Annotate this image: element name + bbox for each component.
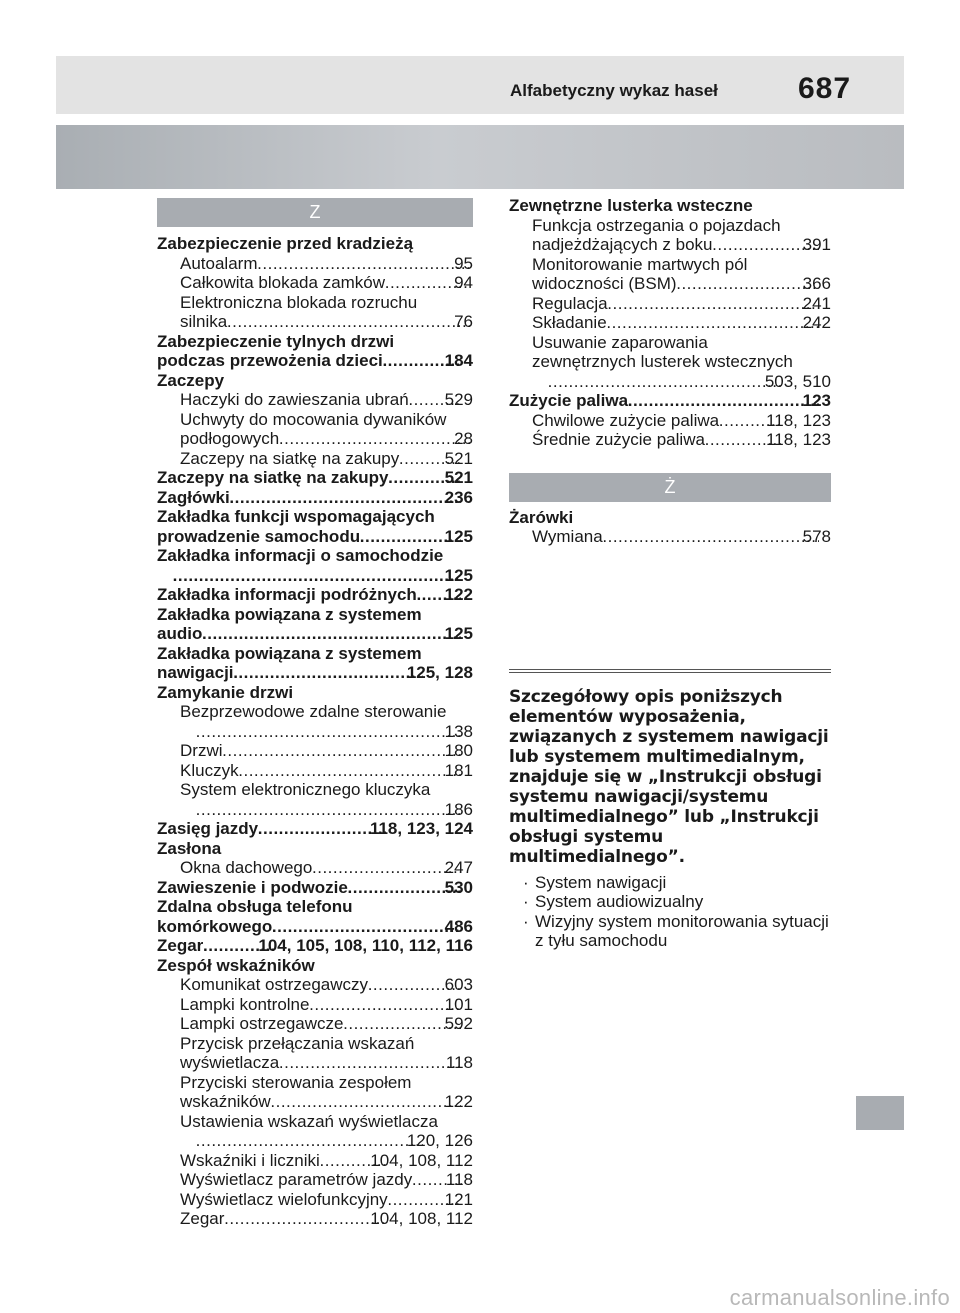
index-entry-page: 125 — [444, 565, 473, 585]
index-entry — [157, 1209, 473, 1229]
dot-leader — [257, 254, 470, 274]
index-entry — [157, 1190, 473, 1210]
index-entry — [509, 411, 831, 431]
index-entry-term: Zakładka powiązana z systemem — [157, 643, 422, 663]
index-entry-term: Komunikat ostrzegawczy — [180, 975, 369, 994]
index-entry-term: Wskaźniki i liczniki — [180, 1150, 320, 1170]
dot-leader — [258, 819, 386, 839]
watermark-text: carmanualsonline.info — [729, 1285, 950, 1310]
index-entry-term: Zewnętrzne lusterka wsteczne — [509, 196, 753, 215]
dot-leader — [224, 1209, 386, 1229]
index-entry — [157, 1073, 473, 1112]
index-entry — [509, 255, 831, 294]
index-entry-page: 125, 128 — [406, 663, 473, 682]
dot-leader — [173, 566, 461, 586]
index-entry — [157, 605, 473, 644]
index-entry — [509, 216, 831, 255]
index-entry-term: Przycisk przełączania wskazań — [180, 1033, 415, 1053]
index-entry-page: 94 — [454, 273, 473, 292]
note-bullet-item — [523, 873, 831, 893]
index-entry — [509, 196, 831, 216]
index-entry — [509, 391, 831, 411]
index-entry-page: 236 — [444, 487, 473, 507]
dot-leader — [230, 488, 461, 508]
index-entry-term: Zakładka powiązana z systemem — [157, 604, 422, 624]
dot-leader — [223, 741, 461, 761]
index-entry-term: widoczności (BSM) — [532, 274, 677, 293]
index-entry-page: 118 — [445, 1170, 473, 1189]
index-list-right — [509, 196, 831, 450]
index-entry — [157, 585, 473, 605]
index-entry-term: Zegar — [180, 1209, 225, 1228]
index-entry-page: 241 — [802, 293, 831, 313]
index-entry-page: 101 — [444, 994, 473, 1014]
index-entry-page: 118 — [445, 1053, 473, 1072]
index-entry-term: Przyciski sterowania zespołem — [180, 1072, 412, 1092]
index-entry — [157, 1112, 473, 1151]
index-entry-term: Regulacja — [532, 293, 608, 313]
dot-leader — [343, 1014, 460, 1034]
index-entry — [157, 371, 473, 391]
index-entry — [509, 333, 831, 392]
index-entry — [509, 527, 831, 547]
dot-leader — [279, 1053, 462, 1073]
index-entry-page: 366 — [802, 274, 831, 293]
index-entry — [157, 897, 473, 936]
index-entry — [157, 780, 473, 819]
index-entry-page: 104, 108, 112 — [370, 1209, 473, 1228]
index-entry-term: Zawieszenie i podwozie — [157, 877, 348, 897]
index-entry-term: Wyświetlacz wielofunkcyjny — [180, 1189, 388, 1209]
index-entry-term: Zespół wskaźników — [157, 955, 315, 975]
bullet-dot: · — [523, 892, 529, 911]
index-entry-page: 121 — [444, 1189, 473, 1209]
index-entry-page: 186 — [444, 799, 473, 819]
index-entry-term: Zabezpieczenie przed kradzieżą — [157, 234, 414, 253]
index-entry-term: silnika — [180, 312, 228, 331]
note-bullet-text: Wizyjny system monitorowania sytuacji z tyłu samochodu — [535, 911, 829, 950]
index-entry — [157, 488, 473, 508]
index-entry-page: 503, 510 — [764, 371, 831, 391]
index-entry-page: 242 — [802, 313, 831, 332]
index-entry-term: Wymiana — [532, 527, 603, 546]
index-entry-term: Kluczyk — [180, 760, 239, 780]
section-header-z: Z — [157, 198, 473, 227]
index-entry-term: Zamykanie drzwi — [157, 682, 294, 702]
index-entry-page: 521 — [444, 468, 473, 487]
header-band — [56, 56, 904, 114]
page-number: 687 — [798, 72, 852, 105]
index-entry-term: podłogowych — [180, 429, 280, 448]
dot-leader — [239, 761, 461, 781]
index-entry-term: Zakładka informacji o samochodzie — [157, 546, 444, 565]
index-entry-page: 180 — [444, 741, 473, 760]
index-entry-term: Zużycie paliwa — [509, 391, 629, 410]
index-entry — [509, 430, 831, 450]
index-entry — [157, 702, 473, 741]
index-entry-term: Zasłona — [157, 838, 222, 858]
note-bullet-list — [509, 873, 831, 951]
index-entry — [157, 858, 473, 878]
index-entry-page: 184 — [444, 351, 473, 370]
index-entry — [157, 273, 473, 293]
index-entry — [509, 294, 831, 314]
index-entry-term: Zdalna obsługa telefonu — [157, 897, 353, 916]
dot-leader — [608, 294, 819, 314]
index-entry — [157, 1151, 473, 1171]
dot-leader — [271, 1092, 461, 1112]
index-entry-page: 603 — [444, 975, 473, 994]
index-entry-page: 28 — [454, 429, 473, 448]
index-entry-term: Lampki ostrzegawcze — [180, 1014, 344, 1033]
index-entry-term: Haczyki do zawieszania ubrań — [180, 390, 409, 409]
chapter-tab — [856, 1096, 904, 1130]
note-bullet-item — [523, 912, 831, 951]
index-entry-term: Autoalarm — [180, 253, 258, 273]
index-list-left — [157, 234, 473, 1229]
index-entry — [157, 507, 473, 546]
divider-rule — [509, 669, 831, 673]
index-entry-term: Lampki kontrolne — [180, 994, 310, 1014]
index-entry-page: 181 — [444, 760, 473, 780]
index-entry-term: podczas przewożenia dzieci — [157, 351, 383, 370]
dot-leader — [279, 429, 470, 449]
index-entry-term: zewnętrznych lusterek wstecznych — [532, 352, 793, 371]
index-entry — [157, 234, 473, 254]
index-entry — [157, 839, 473, 859]
index-entry-term: Składanie — [532, 313, 607, 332]
index-entry-term: Drzwi — [180, 741, 223, 760]
bullet-dot: · — [523, 872, 529, 892]
index-entry — [157, 956, 473, 976]
index-entry-term: nawigacji — [157, 663, 234, 682]
index-entry-page: 529 — [444, 390, 473, 409]
index-entry-term: komórkowego — [157, 916, 273, 936]
index-entry-term: Średnie zużycie paliwa — [532, 430, 705, 449]
index-entry-term: Wyświetlacz parametrów jazdy — [180, 1170, 413, 1189]
index-entry-term: Usuwanie zaparowania — [532, 332, 708, 352]
dot-leader — [348, 878, 461, 898]
index-entry-term: System elektronicznego kluczyka — [180, 780, 431, 799]
index-entry — [157, 683, 473, 703]
index-entry — [157, 995, 473, 1015]
index-entry-term: Bezprzewodowe zdalne sterowanie — [180, 702, 447, 721]
index-entry-page: 118, 123, 124 — [369, 819, 473, 838]
dot-leader — [196, 1131, 423, 1151]
index-entry-page: 122 — [444, 1092, 473, 1111]
index-entry-term: prowadzenie samochodu — [157, 526, 361, 546]
dot-leader — [234, 663, 423, 683]
dot-leader — [309, 995, 460, 1015]
index-entry — [157, 332, 473, 371]
running-header-title: Alfabetyczny wykaz haseł — [510, 81, 718, 100]
index-entry-term: Chwilowe zużycie paliwa — [532, 410, 720, 430]
index-entry-page: 530 — [444, 877, 473, 897]
dot-leader — [548, 372, 781, 392]
index-entry — [157, 975, 473, 995]
dot-leader — [312, 858, 460, 878]
index-entry — [157, 819, 473, 839]
note-bullet-text: System nawigacji — [535, 872, 667, 892]
index-entry — [157, 390, 473, 410]
index-entry-term: Zaczepy — [157, 370, 225, 390]
index-entry-page: 125 — [444, 624, 473, 643]
index-entry-term: Żarówki — [509, 507, 574, 527]
index-entry-page: 95 — [454, 253, 473, 273]
index-entry-term: Zagłówki — [157, 487, 230, 507]
right-column — [509, 196, 831, 951]
index-entry-term: Elektroniczna blokada rozruchu — [180, 292, 418, 312]
index-entry — [157, 449, 473, 469]
index-entry-page: 122 — [444, 585, 473, 604]
index-entry — [157, 878, 473, 898]
index-entry-page: 118, 123 — [766, 410, 831, 430]
index-entry-page: 104, 105, 108, 110, 112, 116 — [258, 936, 473, 955]
index-entry-term: Okna dachowego — [180, 858, 313, 877]
bullet-dot: · — [523, 911, 529, 931]
index-entry — [157, 761, 473, 781]
index-entry — [157, 644, 473, 683]
index-entry-page: 118, 123 — [766, 430, 831, 449]
index-entry — [157, 1014, 473, 1034]
index-entry-term: Zasięg jazdy — [157, 819, 259, 838]
index-entry-page: 138 — [444, 721, 473, 741]
index-entry — [157, 546, 473, 585]
index-entry — [157, 410, 473, 449]
section-header-z-dot: Ż — [509, 473, 831, 502]
index-entry-term: wskaźników — [180, 1092, 271, 1111]
index-entry-term: Zakładka informacji podróżnych — [157, 585, 417, 604]
index-entry-page: 125 — [444, 526, 473, 546]
index-entry-term: wyświetlacza — [180, 1053, 280, 1072]
dot-leader — [202, 624, 460, 644]
dot-leader — [272, 917, 460, 937]
index-entry-term: Ustawienia wskazań wyświetlacza — [180, 1111, 438, 1131]
note-bullet-text: System audiowizualny — [535, 892, 704, 911]
index-entry-page: 120, 126 — [406, 1131, 473, 1150]
index-entry-term: audio — [157, 624, 203, 643]
index-list-right-2 — [509, 508, 831, 547]
index-entry-page: 123 — [802, 391, 831, 410]
index-entry-term: Funkcja ostrzegania o pojazdach — [532, 215, 781, 235]
dot-leader — [603, 527, 819, 547]
index-entry-term: Monitorowanie martwych pól — [532, 254, 748, 274]
index-entry-term: nadjeżdżających z boku — [532, 235, 713, 254]
dot-leader — [196, 722, 461, 742]
index-entry-term: Uchwyty do mocowania dywaników — [180, 409, 447, 429]
index-entry — [157, 254, 473, 274]
index-entry-page: 592 — [444, 1014, 473, 1033]
index-entry-page: 521 — [444, 448, 473, 468]
index-entry-page: 76 — [454, 312, 473, 331]
dot-leader — [607, 313, 819, 333]
index-entry-term: Zaczepy na siatkę na zakupy — [157, 468, 389, 487]
dot-leader — [196, 800, 461, 820]
note-bullet-item — [523, 892, 831, 912]
index-entry — [157, 936, 473, 956]
dot-leader — [227, 312, 470, 332]
dot-leader — [677, 274, 819, 294]
index-entry-page: 486 — [444, 916, 473, 936]
index-entry — [157, 1170, 473, 1190]
index-entry-term: Całkowita blokada zamków — [180, 273, 386, 292]
index-entry — [157, 1034, 473, 1073]
decorative-band — [56, 125, 904, 189]
dot-leader — [628, 391, 819, 411]
note-heading: Szczegółowy opis poniższych elementów wyposażenia, związanych z systemem nawigacji lub systemem multimedialnym, znajduje się w „Instrukcji obsługi systemu nawigacji/systemu multimedialnego” lub „Instrukcji obsługi systemu multimedialnego”. — [509, 686, 829, 867]
index-entry — [509, 508, 831, 528]
index-entry — [157, 468, 473, 488]
index-entry-page: 104, 108, 112 — [370, 1150, 473, 1170]
index-entry-term: Zaczepy na siatkę na zakupy — [180, 448, 400, 468]
index-entry — [509, 313, 831, 333]
index-entry — [157, 293, 473, 332]
index-entry-term: Zabezpieczenie tylnych drzwi — [157, 331, 395, 351]
index-entry-page: 391 — [802, 235, 831, 254]
index-entry-term: Zakładka funkcji wspomagających — [157, 507, 435, 526]
left-column — [157, 202, 473, 1229]
index-entry-page: 247 — [444, 858, 473, 877]
index-entry — [157, 741, 473, 761]
index-entry-page: 578 — [802, 527, 831, 546]
index-entry-term: Zegar — [157, 936, 204, 955]
